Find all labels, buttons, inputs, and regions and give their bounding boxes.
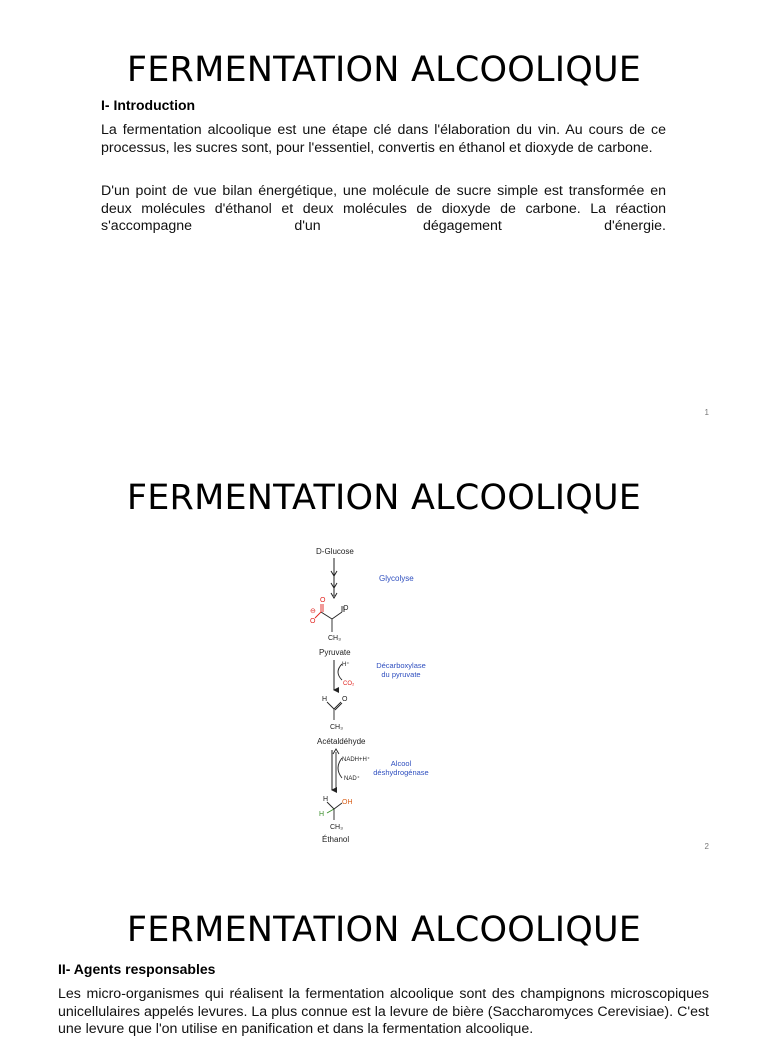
oxygen-label: O	[343, 605, 349, 612]
nadh-label: NADH+H⁺	[342, 757, 371, 763]
methyl-label: CH₃	[330, 824, 343, 831]
oxygen-label: O	[310, 618, 316, 625]
section-heading: I- Introduction	[101, 97, 196, 113]
ethanol-label: Éthanol	[322, 835, 350, 844]
page-number: 1	[704, 408, 709, 417]
acetaldehyde-label: Acétaldéhyde	[317, 737, 366, 746]
slide-title: FERMENTATION ALCOOLIQUE	[126, 478, 642, 518]
co2-label: CO₂	[343, 681, 355, 687]
page-number: 2	[704, 842, 709, 851]
pyruvate-label: Pyruvate	[319, 648, 351, 657]
nad-label: NAD⁺	[344, 776, 360, 782]
ethanol-structure	[319, 796, 353, 831]
hydrogen-label: H	[322, 696, 328, 703]
methyl-label: CH₃	[328, 635, 341, 642]
glucose-label: D-Glucose	[316, 547, 354, 556]
intro-paragraph-1: La fermentation alcoolique est une étape clé dans l'élaboration du vin. Au cours de ce processus, les sucres sont, pour l'essentiel, convertis en éthanol et dioxyde de carbone.	[101, 122, 666, 156]
section-heading: II- Agents responsables	[58, 961, 216, 977]
agents-paragraph: Les micro-organismes qui réalisent la fermentation alcoolique sont des champignons microscopiques unicellulaires appelés levures. La plus connue est la levure de bière (Saccharomyces Cerevisiae). C'est une levure que l'on utilise en panification et dans la fermentation alcoolique.	[58, 986, 709, 1037]
slide-2	[0, 433, 768, 866]
slide-title: FERMENTATION ALCOOLIQUE	[126, 910, 642, 950]
glycolyse-label: Glycolyse	[379, 574, 414, 583]
intro-paragraph-2: D'un point de vue bilan énergétique, une molécule de sucre simple est transformée en deux molécules d'éthanol et deux molécules de dioxyde de carbone. La réaction s'accompagne d'un dégagement d'énergie.	[101, 183, 666, 234]
enzyme-dehydrogenase-line1: Alcool	[390, 759, 412, 768]
slide-title: FERMENTATION ALCOOLIQUE	[126, 50, 642, 90]
slide-1	[0, 0, 768, 433]
hydroxyl-label: OH	[342, 799, 353, 806]
enzyme-decarboxylase-line1: Décarboxylase	[376, 661, 426, 670]
oxygen-label: O	[342, 696, 348, 703]
slide-3	[0, 866, 768, 1037]
hydrogen-label-green: H	[319, 811, 325, 818]
enzyme-decarboxylase-line2: du pyruvate	[381, 670, 421, 679]
acetaldehyde-structure	[322, 696, 348, 731]
hydrogen-label: H	[323, 796, 329, 803]
pyruvate-structure	[310, 597, 349, 642]
enzyme-dehydrogenase-line2: déshydrogénase	[373, 768, 429, 777]
carboxylate-charge: ⊖	[310, 608, 316, 615]
h-plus-label: H⁺	[342, 662, 350, 668]
fermentation-pathway-diagram	[290, 540, 460, 846]
methyl-label: CH₃	[330, 724, 343, 731]
oxygen-label: O	[320, 597, 326, 604]
